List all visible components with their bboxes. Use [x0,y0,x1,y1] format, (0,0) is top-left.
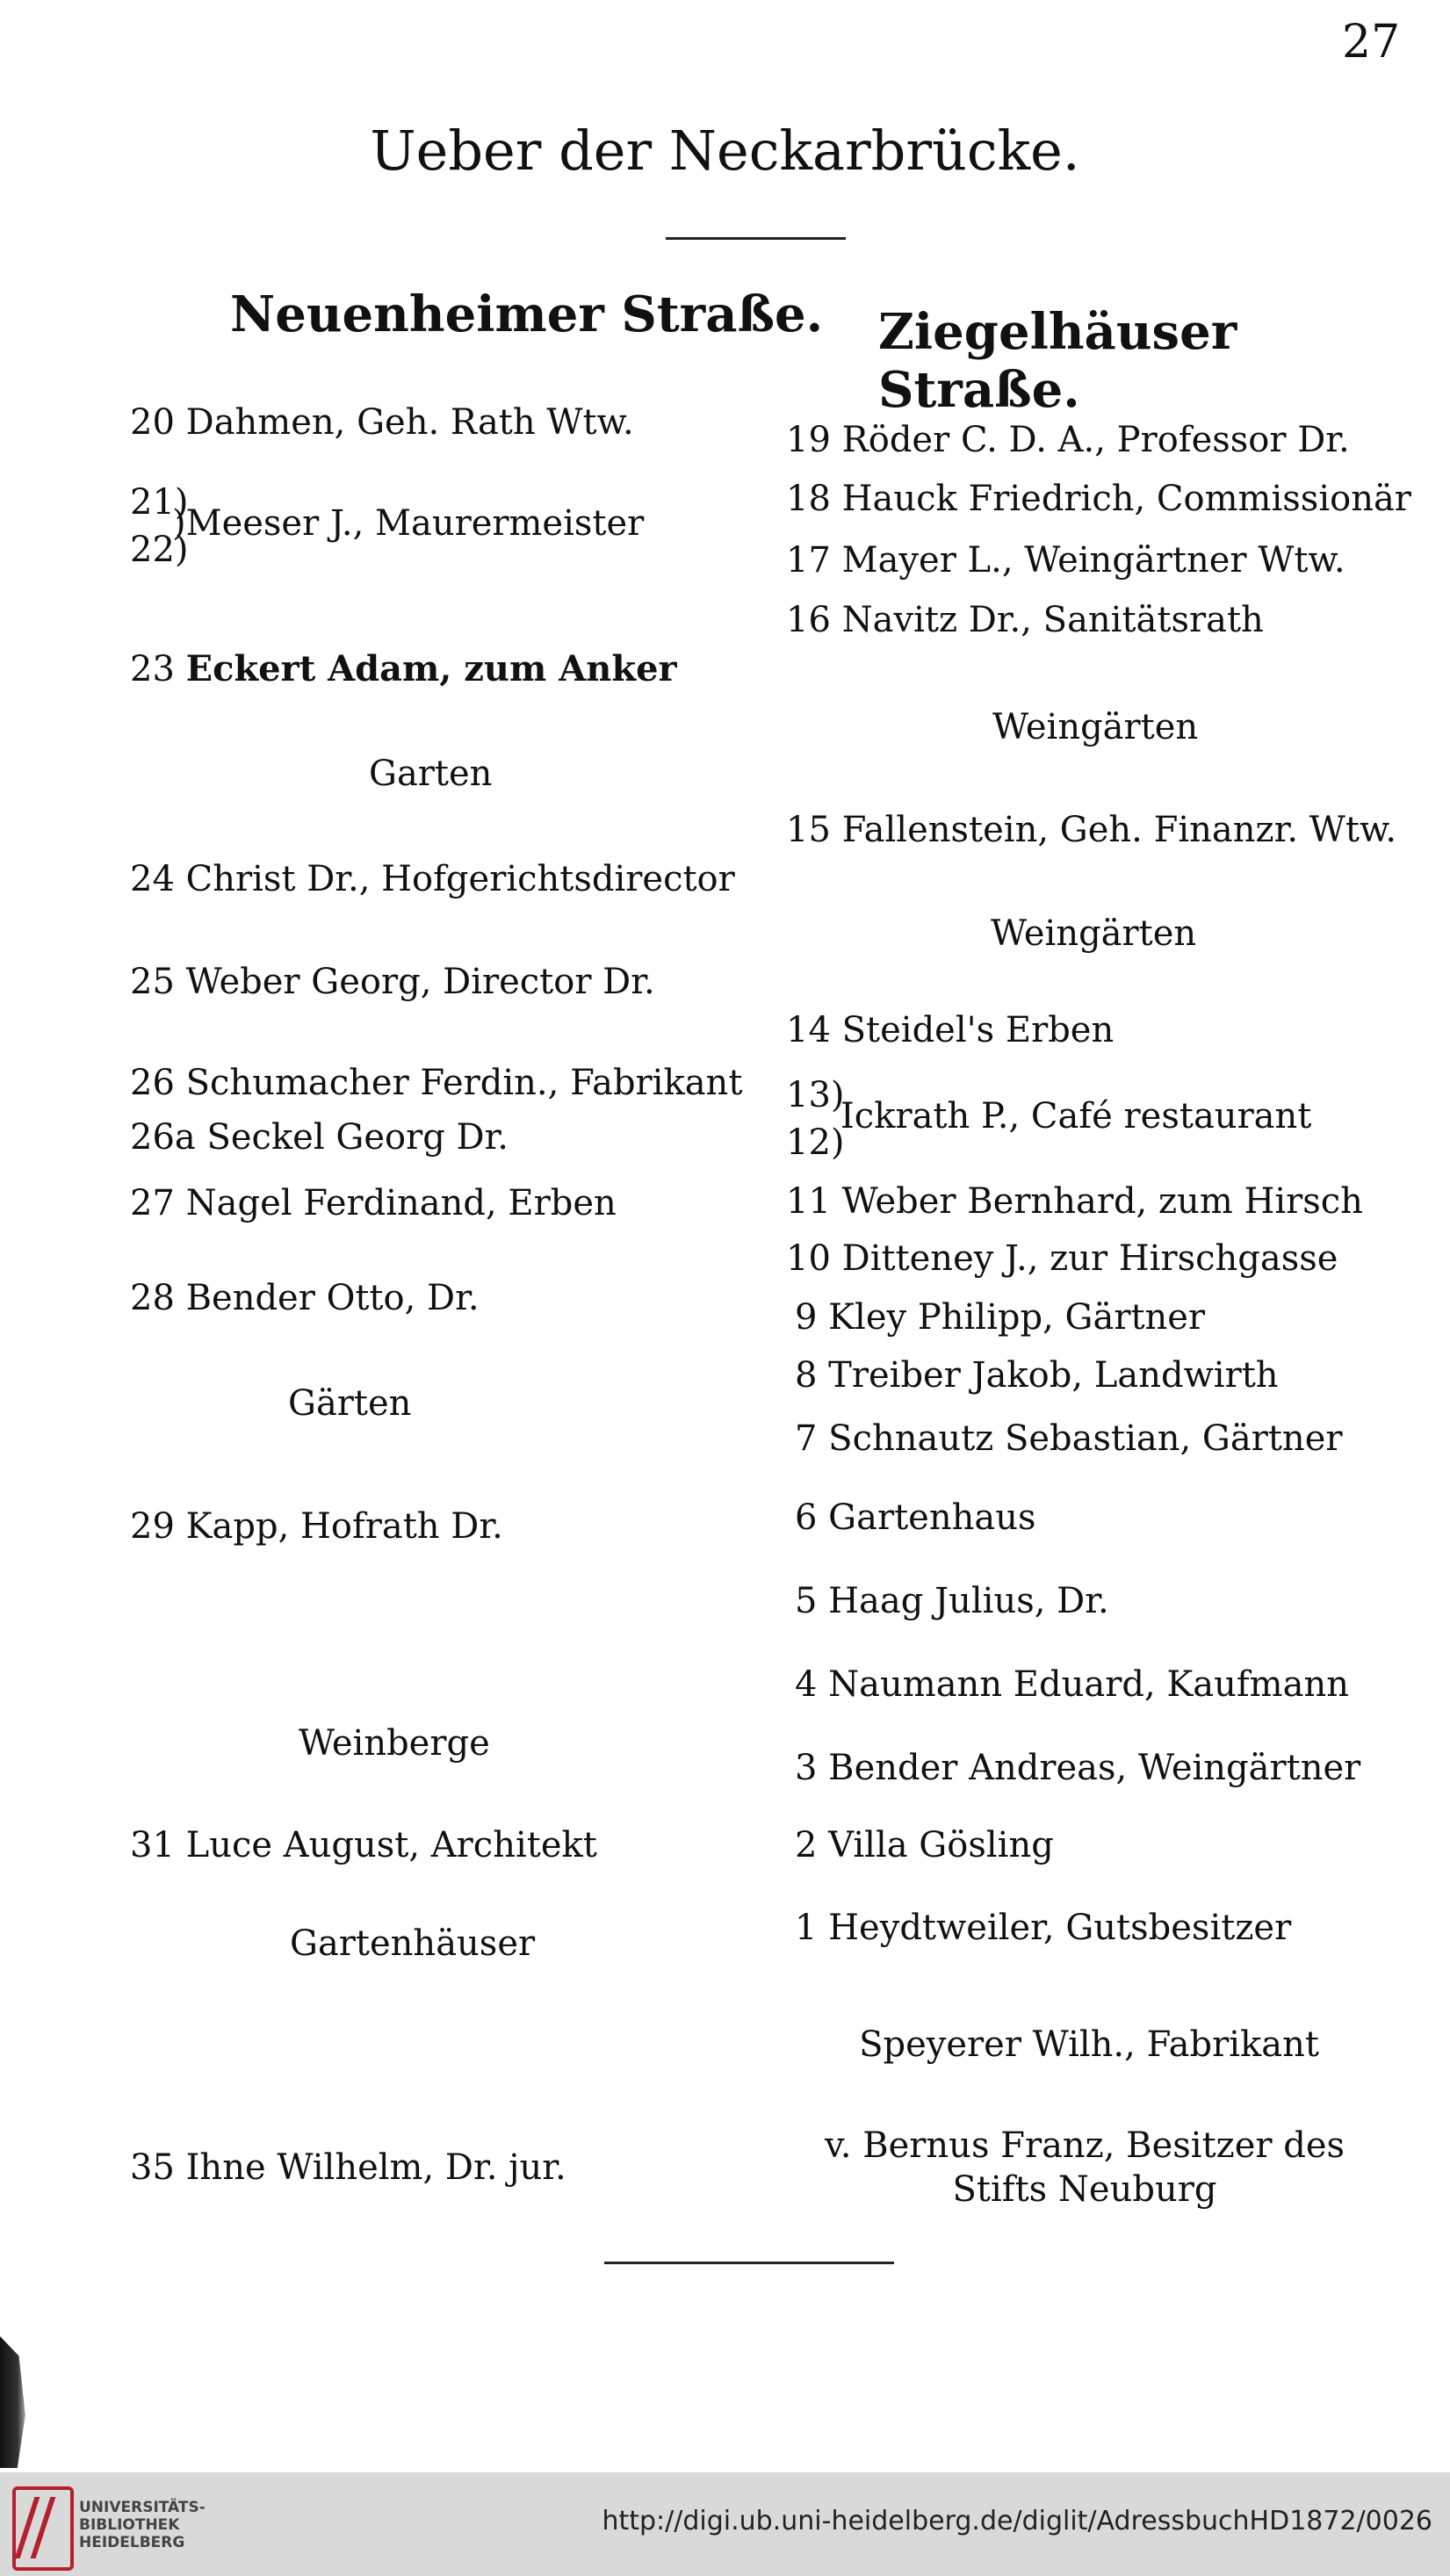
entry-26a [130,1117,509,1158]
entry-text: Dahmen, Geh. Rath Wtw. [185,402,634,443]
entry-number: 14 [786,1010,831,1050]
entry-text: Villa Gösling [828,1825,1054,1865]
owner-speyerer: Speyerer Wilh., Fabrikant [859,2024,1319,2065]
owner-line-2: Stifts Neuburg [952,2169,1217,2210]
entry-text: Eckert Adam, zum Anker [185,648,677,689]
entry-6 [795,1497,1036,1538]
entry-number: 29 [130,1506,175,1547]
page-title: Ueber der Neckarbrücke. [370,119,1080,183]
section-weingaerten-1: Weingärten [992,707,1199,747]
entry-text: Hauck Friedrich, Commissionär [841,479,1411,519]
entry-29 [130,1506,503,1547]
entry-28 [130,1278,480,1318]
entry-number: 18 [786,479,831,519]
entry-number: 4 [795,1664,818,1705]
entry-24 [130,859,735,899]
entry-number: 26a [130,1117,196,1158]
entry-14 [786,1010,1114,1050]
entry-text: Mayer L., Weingärtner Wtw. [841,540,1345,581]
owner-bernus [812,2124,1357,2212]
entry-25 [130,962,655,1002]
entry-number: 2 [795,1825,818,1865]
entry-9 [795,1297,1205,1338]
entry-text: Luce August, Architekt [185,1825,597,1865]
entry-19 [786,420,1350,460]
entry-23 [130,648,677,689]
entry-number: 6 [795,1497,818,1538]
entry-number: 16 [786,600,831,640]
entry-7 [795,1418,1342,1459]
logo-line-1: UNIVERSITÄTS- [79,2499,206,2516]
footer-bar [0,2472,1450,2576]
entry-text: Navitz Dr., Sanitätsrath [841,600,1264,640]
entry-text: )Meeser J., Maurermeister [172,503,645,544]
entry-number: 7 [795,1418,818,1459]
entry-number: 15 [786,810,831,850]
entry-number: 25 [130,962,175,1002]
section-weingaerten-2: Weingärten [991,913,1197,954]
entry-31 [130,1825,597,1865]
entry-text: Nagel Ferdinand, Erben [185,1183,617,1223]
entry-21-22 [130,479,657,575]
entry-number-12: 12) [786,1122,845,1163]
owner-line-1: v. Bernus Franz, Besitzer des [824,2125,1345,2166]
right-column-heading: Ziegelhäuser Straße. [878,303,1237,419]
entry-number: 17 [786,540,831,581]
entry-number: 27 [130,1183,175,1223]
entry-5 [795,1581,1109,1621]
entry-text: Weber Georg, Director Dr. [185,962,655,1002]
entry-1 [795,1908,1291,1948]
entry-text: Schnautz Sebastian, Gärtner [828,1418,1343,1459]
entry-number: 1 [795,1908,818,1948]
entry-text: Steidel's Erben [841,1010,1115,1050]
entry-text: Gartenhaus [828,1497,1036,1538]
library-logo-icon [12,2486,74,2571]
entry-text: Christ Dr., Hofgerichtsdirector [185,859,735,899]
entry-text: Bender Otto, Dr. [185,1278,480,1318]
entry-text: Bender Andreas, Weingärtner [828,1748,1361,1788]
entry-text: Weber Bernhard, zum Hirsch [841,1181,1363,1222]
entry-15 [786,810,1396,850]
entry-4 [795,1664,1349,1705]
entry-text: Fallenstein, Geh. Finanzr. Wtw. [841,810,1397,850]
entry-number: 24 [130,859,175,899]
entry-text: Kley Philipp, Gärtner [828,1297,1206,1338]
logo-line-3: HEIDELBERG [79,2534,185,2551]
entry-number: 11 [786,1181,831,1222]
entry-17 [786,540,1345,581]
entry-text: Ditteney J., zur Hirschgasse [841,1238,1338,1279]
library-logo-text [79,2499,206,2551]
entry-number-22: 22) [130,530,189,570]
entry-number: 26 [130,1063,175,1103]
section-weinberge: Weinberge [299,1723,490,1764]
divider-top [666,237,846,240]
entry-text: Schumacher Ferdin., Fabrikant [185,1063,743,1103]
entry-number: 23 [130,649,175,689]
entry-text: Seckel Georg Dr. [206,1117,509,1158]
entry-3 [795,1748,1360,1788]
entry-text: Kapp, Hofrath Dr. [185,1506,503,1547]
entry-number: 20 [130,402,175,443]
entry-number: 35 [130,2147,175,2188]
section-gartenhaeuser: Gartenhäuser [290,1923,536,1964]
entry-number: 8 [795,1355,818,1396]
entry-10 [786,1238,1338,1279]
entry-16 [786,600,1264,640]
entry-number: 9 [795,1297,818,1338]
entry-18 [786,479,1411,519]
entry-number: 19 [786,420,831,460]
entry-2 [795,1825,1054,1865]
entry-text: Ickrath P., Café restaurant [840,1096,1312,1136]
entry-11 [786,1181,1363,1222]
divider-bottom [604,2262,894,2264]
entry-text: Ihne Wilhelm, Dr. jur. [185,2147,566,2188]
entry-text: Heydtweiler, Gutsbesitzer [828,1908,1292,1948]
left-column-heading: Neuenheimer Straße. [230,285,824,343]
entry-number-13: 13) [786,1075,845,1115]
entry-text: Haag Julius, Dr. [828,1581,1109,1621]
scan-edge-mark [0,2336,32,2468]
entry-text: Röder C. D. A., Professor Dr. [841,420,1350,460]
section-gaerten: Gärten [288,1383,412,1424]
footer-url-link[interactable]: http://digi.ub.uni-heidelberg.de/diglit/AdressbuchHD1872/0026 [602,2506,1432,2536]
section-garten: Garten [369,754,493,794]
entry-text: Naumann Eduard, Kaufmann [828,1664,1349,1705]
entry-8 [795,1355,1279,1396]
entry-number: 10 [786,1238,831,1279]
entry-number: 31 [130,1825,175,1865]
entry-number: 5 [795,1581,818,1621]
entry-13-12 [786,1072,1418,1168]
entry-number-21: 21) [130,482,189,523]
entry-20 [130,402,634,443]
entry-number: 28 [130,1278,175,1318]
entry-number: 3 [795,1748,818,1788]
entry-27 [130,1183,617,1223]
page-number: 27 [1342,16,1401,69]
entry-26 [130,1063,742,1103]
entry-text: Treiber Jakob, Landwirth [828,1355,1279,1396]
logo-line-2: BIBLIOTHEK [79,2516,180,2534]
entry-35 [130,2147,566,2188]
